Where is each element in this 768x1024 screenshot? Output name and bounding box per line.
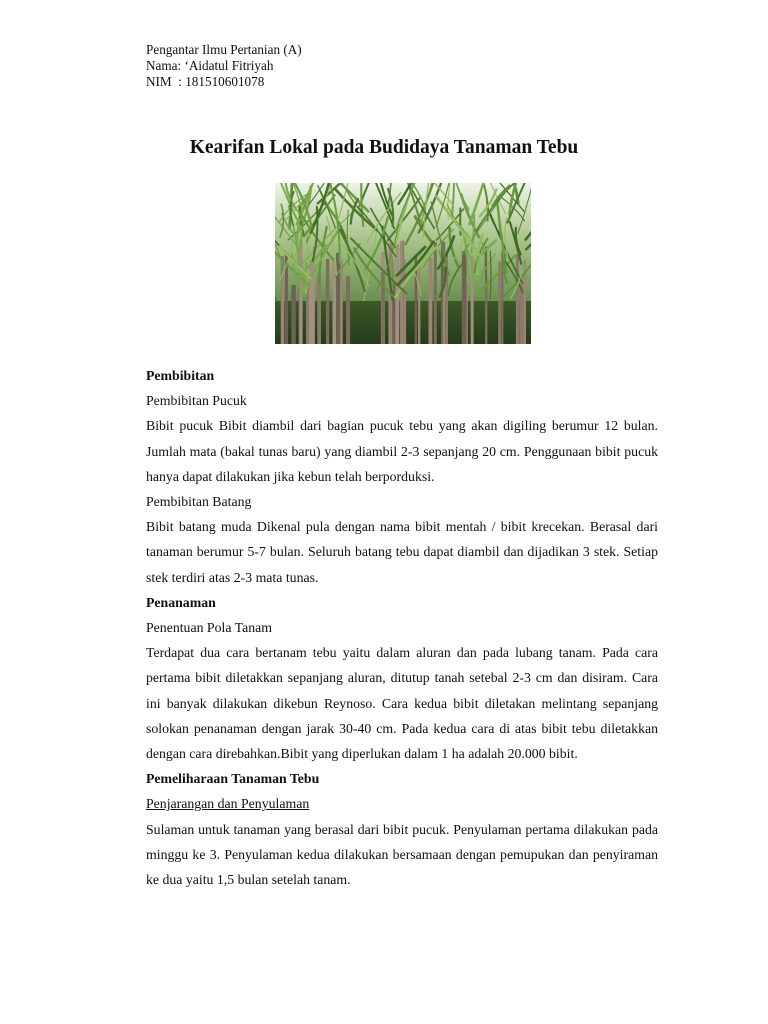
cane-stalk (336, 253, 340, 344)
cane-stalk (400, 241, 403, 344)
cane-stalk (346, 276, 350, 344)
cane-stalk (332, 258, 336, 344)
subheading-pembibitan-pucuk: Pembibitan Pucuk (146, 393, 247, 409)
cane-stalk (429, 258, 433, 344)
student-name-line: Nama: ‘Aidatul Fitriyah (146, 58, 274, 73)
document-title: Kearifan Lokal pada Budidaya Tanaman Tebu (189, 137, 579, 158)
paragraph-pembibitan-pucuk: Bibit pucuk Bibit diambil dari bagian pucuk tebu yang akan digiling berumur 12 bulan. Jumlah mata (bakal tunas baru) yang diambil 2-3 sepanjang 20 cm. Penggunaan bibit pucuk hanya dapat dilakukan jika kebun telah berporduksi. (146, 418, 658, 484)
subheading-penjarangan: Penjarangan dan Penyulaman (146, 796, 310, 812)
subheading-pembibitan-batang: Pembibitan Batang (146, 494, 252, 510)
paragraph-pembibitan-batang: Bibit batang muda Dikenal pula dengan nama bibit mentah / bibit krecekan. Berasal dari tanaman berumur 5-7 bulan. Seluruh batang tebu dapat diambil dan dijadikan 3 stek. Setiap stek terdiri atas 2-3 mata tunas. (146, 519, 658, 585)
section-heading-pembibitan: Pembibitan (146, 368, 215, 383)
section-heading-pemeliharaan: Pemeliharaan Tanaman Tebu (146, 771, 320, 787)
cane-stalk (291, 285, 295, 344)
cane-stalk (326, 259, 329, 344)
course-line: Pengantar Ilmu Pertanian (A) (146, 42, 302, 57)
paragraph-pemeliharaan: Sulaman untuk tanaman yang berasal dari bibit pucuk. Penyulaman pertama dilakukan pada minggu ke 3. Penyulaman kedua dilakukan bersamaan dengan pemupukan dan penyiraman ke dua yaitu 1,5 bulan setelah tanam. (146, 821, 658, 888)
section-heading-penanaman: Penanaman (146, 594, 216, 610)
cane-stalk (434, 242, 437, 344)
cane-stalk (462, 255, 466, 344)
cane-stalk (516, 254, 519, 344)
sugarcane-field-photo (275, 183, 531, 344)
subheading-pola-tanam: Penentuan Pola Tanam (146, 620, 272, 636)
cane-stalk (519, 284, 523, 344)
cane-stalk (392, 282, 396, 344)
document-header (146, 42, 302, 90)
cane-stalk (281, 276, 284, 344)
paragraph-penanaman: Terdapat dua cara bertanam tebu yaitu dalam aluran dan pada lubang tanam. Pada cara pertama bibit diletakkan sepanjang aluran, ditutup tanah setebal 2-3 cm dan disiram. Cara ini banyak dilakukan dikebun Reynoso. Cara kedua bibit diletakan melintang sepanjang solokan penanaman dengan jarak 30-40 cm. Pada kedua cara di atas bibit tebu diletakkan dengan cara direbahkan.Bibit yang diperlukan dalam 1 ha adalah 20.000 bibit. (146, 645, 658, 762)
document-body (146, 363, 658, 892)
cane-stalk (381, 272, 385, 344)
cane-stalk (418, 262, 420, 344)
cane-leaf (392, 259, 393, 290)
cane-stalk (485, 280, 487, 344)
student-id-line: NIM : 181510601078 (146, 74, 265, 89)
cane-stalk (317, 273, 321, 344)
